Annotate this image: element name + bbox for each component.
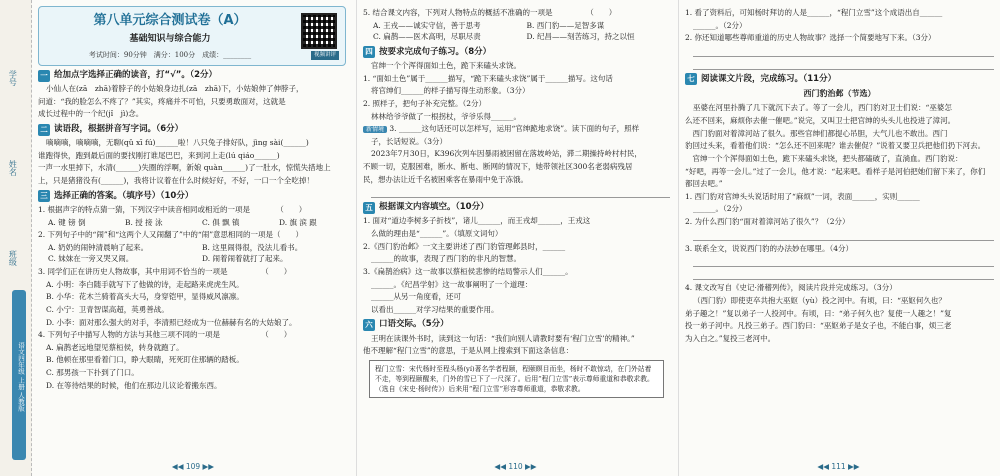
option[interactable]: A. 键 镑 倒 — [48, 217, 86, 227]
question: 1. 根据声字的特点猜一猜，下列汉字中读音相同或相近的一项是 （ ） — [38, 204, 307, 214]
exam-title: 第八单元综合测试卷（A） — [93, 13, 247, 28]
title-box — [38, 6, 346, 66]
option[interactable]: C. 那男孩一下扑到了门口。 — [46, 368, 139, 378]
page-110 — [356, 0, 674, 476]
new-context-tag: 新情境 — [363, 126, 387, 133]
answer-line[interactable] — [693, 269, 994, 280]
page-109 — [34, 0, 352, 476]
answer-line[interactable] — [371, 187, 670, 198]
text-line: 不顾一切，克服困难，断水、断电、断网的情况下，她带领社区300名老弱病残居 — [363, 162, 633, 172]
options — [38, 242, 346, 254]
page-number: ◀◀ 109 ▶▶ — [171, 462, 215, 472]
info-box: 程门立雪：宋代杨时至程头杨(yí)著名学者程颐，程颐瞑目而坐，杨时不敢惊动，在门外站着不走，等到程颐醒来，门外的雪已下了一尺深了。后用“程门立雪”表示尊师重道和恭敬求教。（选自《宋史·杨时传》）后来用“程门立雪”形容尊师重道，恭敬求教。 — [369, 360, 664, 399]
page-111 — [678, 0, 998, 476]
brand-tag: 语文四年级 上册 人教版 — [12, 290, 26, 460]
name-label: 姓名 — [8, 160, 18, 176]
text-line: 官绅一个个浑得面如土色，跪下来磕头求饶，把头都磕破了，直淌血。西门豹说： — [685, 153, 963, 163]
options — [38, 253, 346, 265]
text-line: 他不理解“程门立雪”的意思，于是从网上搜索到下面这条信息： — [363, 346, 574, 356]
question: ______。（2分） — [693, 20, 747, 30]
section-5-header: 五 根据课文内容填空。（10分） — [363, 201, 670, 214]
option[interactable]: B. 小华：花木兰骑着高头大马，身穿铠甲，显得威风凛凛。 — [46, 292, 244, 302]
text-line: 问道：“我的脸怎么不疼了？”其实，疼痛并不可怕，只要勇敢面对，这就是 — [38, 96, 286, 106]
option[interactable]: C. 妹妹在一旁又哭又闹。 — [48, 254, 134, 264]
answer-line[interactable] — [693, 256, 994, 267]
text-line: 么还不回来，麻烦你去催一催吧。”说完，又叫卫士把官绅的头头儿也投进了漳河。 — [685, 116, 956, 126]
option[interactable]: B. 授 接 泳 — [125, 217, 163, 227]
option[interactable]: D. 旗 滨 跟 — [279, 217, 317, 227]
text-line: “好吧，再等一会儿。”过了一会儿，他才说：“起来吧。看样子是河伯把她们留下来了，你们 — [685, 166, 986, 176]
question: 3.《扁鹊治病》这一故事以蔡桓侯悲惨的结局警示人们______。 — [363, 266, 573, 276]
option[interactable]: C. 俱 飘 镇 — [202, 217, 240, 227]
option[interactable]: B. 西门豹——足智多谋 — [526, 20, 605, 30]
text-line: 巫婆在河里扑腾了几下就沉下去了。等了一会儿，西门豹对卫士们说：“巫婆怎 — [693, 103, 952, 113]
option[interactable]: C. 小宁：卫青智谋高超，英勇善战。 — [46, 304, 169, 314]
text-line: 2023年7月30日，K396次列车因暴雨被困留在落坡岭站，滞二期操持岭村村民， — [371, 149, 642, 159]
question: ______。（2分） — [693, 204, 747, 214]
question: 林林给爷爷做了一根拐杖，爷爷乐得______。 — [371, 111, 521, 121]
qr-label: 视频讲评 — [311, 51, 339, 60]
option[interactable]: A. 奶奶的闹钟清晨响了起来。 — [48, 242, 149, 252]
section-2-header: 二 读语段，根据拼音写字词。（6分） — [38, 123, 346, 136]
question: ______。《纪昌学射》这一故事阐明了一个道理： — [371, 279, 533, 289]
section-1-header: 一 给加点字选择正确的读音，打“√”。（2分） — [38, 69, 346, 82]
option[interactable]: A. 扁鹊老远地望见蔡桓侯，转身就跑了。 — [46, 342, 184, 352]
question: 将官绅们______的样子描写得生动形象。（3分） — [371, 86, 530, 96]
binding-strip — [0, 0, 32, 476]
page-number: ◀◀ 110 ▶▶ — [494, 462, 537, 472]
question: 2. 你还知道哪些尊师重道的历史人物故事？选择一个简要地写下来。（3分） — [685, 33, 936, 43]
option[interactable]: C. 扁鹊——医术高明，尽职尽责 — [373, 32, 481, 42]
section-7-header: 七 阅读课文片段，完成练习。（11分） — [685, 73, 994, 86]
option[interactable]: D. 在等待结果的时候，他们在那边儿议论着搬东西。 — [46, 380, 222, 390]
question: 3. 同学们正在讲历史人物故事，其中用词不恰当的一项是 （ ） — [38, 267, 292, 277]
quote: 官绅一个个浑得面如土色，跪下来磕头求饶。 — [371, 61, 521, 71]
text-line: （西门豹）即使吏卒共抱大巫妪（yù）投之河中。有顷，曰：“巫妪何久也？ — [693, 295, 946, 305]
text-line: 成长过程中的一个纪(jǐ jì)念。 — [38, 109, 144, 119]
option[interactable]: D. 小李：面对那么强大的对手，李清照已经成为一位赫赫有名的大姑娘了。 — [46, 317, 297, 327]
option[interactable]: B. 这里闹得很，没法儿看书。 — [202, 242, 303, 252]
question: 2. 为什么西门豹“面对着漳河站了很久”？（2分） — [685, 217, 850, 227]
question: 4. 课文改写自《史记·滑稽列传》，阅读片段并完成练习。（3分） — [685, 283, 897, 293]
option[interactable]: A. 王戎——诚实守信，善于思考 — [373, 20, 481, 30]
text-line: 小仙人在(zā zhā)着脖子的小姑娘身边扎(zā zhā)下，小姑娘伸了伸脖子， — [46, 84, 304, 94]
section-6-header: 六 口语交际。（5分） — [363, 318, 670, 331]
answer-line[interactable] — [693, 59, 994, 70]
option[interactable]: D. 纪昌——刻苦练习，持之以恒 — [526, 32, 635, 42]
text-line: 上，只是猪猪没有(______)，我将计议着在什么时候好好，不好，一口一个全吃掉！ — [38, 176, 314, 186]
question: 5. 结合课文内容，下列对人物特点的概括不准确的一项是 （ ） — [363, 8, 617, 17]
question: 2.《西门豹治邺》一文主要讲述了西门豹管理邺县时，______ — [363, 241, 566, 251]
text-line: 一声一水里掉下，水清(______)失圈的浮啊，新娘 quàn______)了一肚水，惊慌失措地上 — [38, 163, 331, 173]
question: 新情境 3. ______这句话还可以怎样写，运用“官绅跪地求饶”。读下面的句子，照样 — [363, 123, 670, 135]
question: 1. “面如土色”属于______描写，“跪下来磕头求饶”属于______描写。这句话 — [363, 73, 613, 83]
question: 2. 下列句子中的“闹”和“这两个人又闹翻了”中的“闹”意思相同的一项是（ ） — [38, 230, 304, 240]
options — [363, 31, 670, 43]
exam-meta: 考试时间：90分钟 满分：100分 成绩：________ — [88, 51, 252, 60]
question: 么做的理由是“______”。（填原文词句） — [371, 229, 503, 239]
question: 1. 看了资料后，可知杨时拜访的人是______，“程门立雪”这个成语出自______ — [685, 8, 943, 17]
options — [38, 217, 346, 229]
student-id-label: 学号 — [8, 70, 18, 86]
qr-code-icon[interactable] — [301, 13, 337, 49]
question: ______从另一角度看，还可 — [371, 292, 461, 302]
section-4-header: 四 按要求完成句子练习。（8分） — [363, 46, 670, 59]
question: 1. 面对“道边李树多子折枝”，诸儿______，而王戎却______，王戎这 — [363, 216, 591, 226]
page-number: ◀◀ 111 ▶▶ — [817, 462, 860, 472]
answer-line[interactable] — [693, 230, 994, 241]
option[interactable]: A. 小明：李白随手就写下了他做的诗，走起路来虎虎生风。 — [46, 279, 244, 289]
reading-title: 西门豹治邺（节选） — [803, 89, 876, 99]
text-line: 嘀嘀嘀，嘀嘀嘀，无聊(qǔ xī fú)______啦！八只兔子排好队，jìng sài(______) — [46, 138, 309, 148]
option[interactable]: B. 他顿在那里看着门口，睁大眼睛，死死盯住那辆的踏板。 — [46, 355, 244, 365]
text-line: 投一弟子河中。凡投三弟子。西门豹曰：“巫妪弟子是女子也，不能白事，烦三老 — [685, 321, 952, 331]
section-3-header: 三 选择正确的答案。（填序号）（10分） — [38, 190, 346, 203]
question: 子，长话短说。（3分） — [371, 136, 448, 146]
question: 以看出______对学习结果的重要作用。 — [371, 304, 499, 314]
question: 2. 照样子，把句子补充完整。（2分） — [363, 98, 487, 108]
question: ______的故事，表现了西门豹的非凡的智慧。 — [371, 254, 521, 264]
text-line: 弟子趣之！”复以弟子一人投河中。有顷，曰：“弟子何久也？复使一人趣之！”复 — [685, 308, 952, 318]
text-line: 民，想办法让近千名被困乘客在暴雨中免于冻饿。 — [363, 174, 528, 184]
text-line: 西门豹面对着漳河站了很久。那些官绅们都提心吊胆，大气儿也不敢出。西门 — [685, 128, 948, 138]
text-line: 谁跑得快，跑到最后面的要找刚打谁尾巴巴，来到河上走(lú qiáo______) — [38, 150, 280, 160]
text-line: 王明在读课外书时，读到这一句话：“我们向别人请教时要有‘程门立雪’的精神。” — [371, 333, 635, 343]
options — [363, 20, 670, 32]
option[interactable]: D. 闹着闹着就打了起来。 — [202, 254, 288, 264]
answer-line[interactable] — [693, 46, 994, 57]
class-label: 班级 — [8, 250, 18, 266]
text-line: 为入白之。”复投三老河中。 — [685, 333, 776, 343]
exam-subtitle: 基础知识与综合能力 — [129, 34, 211, 45]
text-line: 豹回过头来，看着他们说：“怎么还不回来呢？谁去催促？”说着又要卫兵把他们扔下河去。 — [685, 141, 986, 151]
text-line: 都回去吧。” — [685, 179, 723, 189]
question: 3. 联系全文，说说西门豹的办法妙在哪里。（4分） — [685, 243, 854, 253]
question: 4. 下列句子中描写人物的方法与其他三项不同的一项是 （ ） — [38, 330, 292, 340]
question: 1. 西门豹对官绅头头说话时用了“麻烦”一词，表面______，实则______ — [685, 191, 920, 201]
